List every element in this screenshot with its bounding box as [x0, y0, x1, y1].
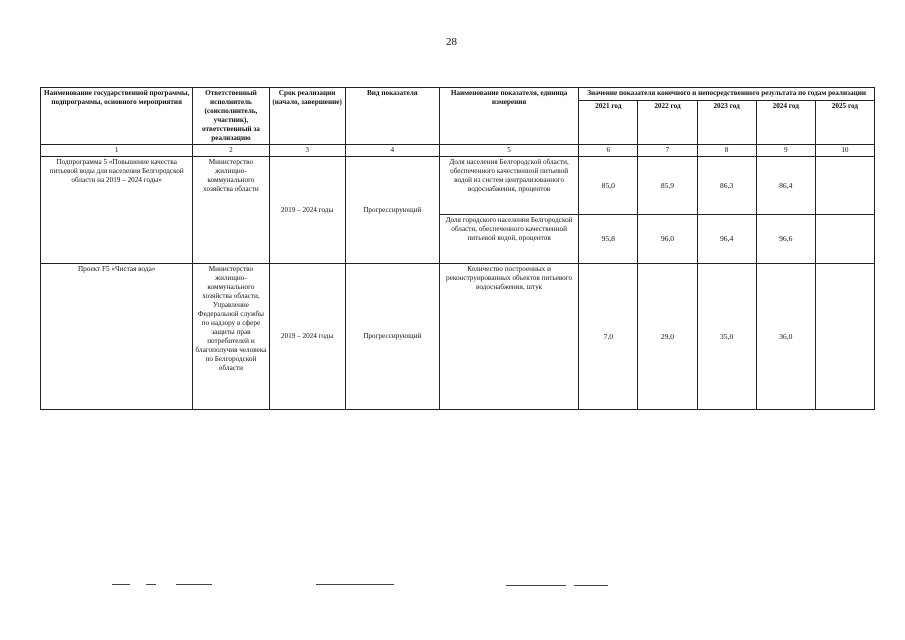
scan-artifact: [176, 584, 212, 585]
scan-artifact: [146, 584, 156, 585]
table-row: [41, 157, 875, 215]
column-number: 1: [41, 145, 193, 157]
scan-artifact: [574, 585, 608, 586]
column-number: 2: [193, 145, 269, 157]
column-number: 10: [815, 145, 874, 157]
header-year: 2023 год: [697, 101, 756, 145]
value-cell: 96,4: [697, 215, 756, 264]
column-numbers-row: [41, 145, 875, 157]
header-indicator-name: Наименование показателя, единица измерения: [439, 88, 578, 145]
header-year: 2025 год: [815, 101, 874, 145]
indicator-type-cell: Прогрессирующий: [345, 264, 439, 410]
column-number: 5: [439, 145, 578, 157]
indicator-type-cell: Прогрессирующий: [345, 157, 439, 264]
value-cell: [815, 264, 874, 410]
indicator-name-cell: Доля населения Белгородской области, обеспеченного качественной питьевой водой из систем централизованного водоснабжения, процентов: [439, 157, 578, 215]
value-cell: 85,0: [579, 157, 638, 215]
responsible-cell: Министерство жилищно-коммунального хозяйства области: [193, 157, 269, 264]
term-cell: 2019 – 2024 годы: [269, 157, 345, 264]
page-number: 28: [446, 36, 457, 48]
value-cell: 85,9: [638, 157, 697, 215]
value-cell: 7,0: [579, 264, 638, 410]
header-year: 2022 год: [638, 101, 697, 145]
value-cell: 86,3: [697, 157, 756, 215]
header-responsible: Ответственный исполнитель (соисполнитель, участник), ответственный за реализацию: [193, 88, 269, 145]
value-cell: [815, 215, 874, 264]
column-number: 7: [638, 145, 697, 157]
header-term: Срок реализации (начало, завершение): [269, 88, 345, 145]
value-cell: 36,0: [756, 264, 815, 410]
indicator-name-cell: Количество построенных и реконструированных объектов питьевого водоснабжения, штук: [439, 264, 578, 410]
column-number: 3: [269, 145, 345, 157]
value-cell: 29,0: [638, 264, 697, 410]
program-cell: Подпрограмма 5 «Повышение качества питьевой воды для населения Белгородской области на 2019 – 2024 годы»: [41, 157, 193, 264]
value-cell: 35,0: [697, 264, 756, 410]
value-cell: 96,6: [756, 215, 815, 264]
header-row: [41, 88, 875, 101]
table-row: [41, 264, 875, 410]
header-indicator-type: Вид показателя: [345, 88, 439, 145]
scan-artifact: [506, 585, 566, 586]
value-cell: [815, 157, 874, 215]
indicator-name-cell: Доля городского населения Белгородской области, обеспеченного качественной питьевой водой, процентов: [439, 215, 578, 264]
header-year: 2021 год: [579, 101, 638, 145]
scan-artifact: [112, 584, 130, 585]
column-number: 6: [579, 145, 638, 157]
column-number: 4: [345, 145, 439, 157]
header-values-group: Значение показателя конечного и непосредственного результата по годам реализации: [579, 88, 875, 101]
column-number: 9: [756, 145, 815, 157]
header-program: Наименование государственной программы, подпрограммы, основного мероприятия: [41, 88, 193, 145]
program-cell: Проект F5 «Чистая вода»: [41, 264, 193, 410]
responsible-cell: Министерство жилищно-коммунального хозяйства области, Управление Федеральной службы по надзору в сфере защиты прав потребителей и благополучия человека по Белгородской области: [193, 264, 269, 410]
column-number: 8: [697, 145, 756, 157]
value-cell: 95,8: [579, 215, 638, 264]
term-cell: 2019 – 2024 годы: [269, 264, 345, 410]
value-cell: 96,0: [638, 215, 697, 264]
value-cell: 86,4: [756, 157, 815, 215]
header-year: 2024 год: [756, 101, 815, 145]
scan-artifact: [316, 584, 394, 585]
indicators-table: [40, 87, 875, 410]
